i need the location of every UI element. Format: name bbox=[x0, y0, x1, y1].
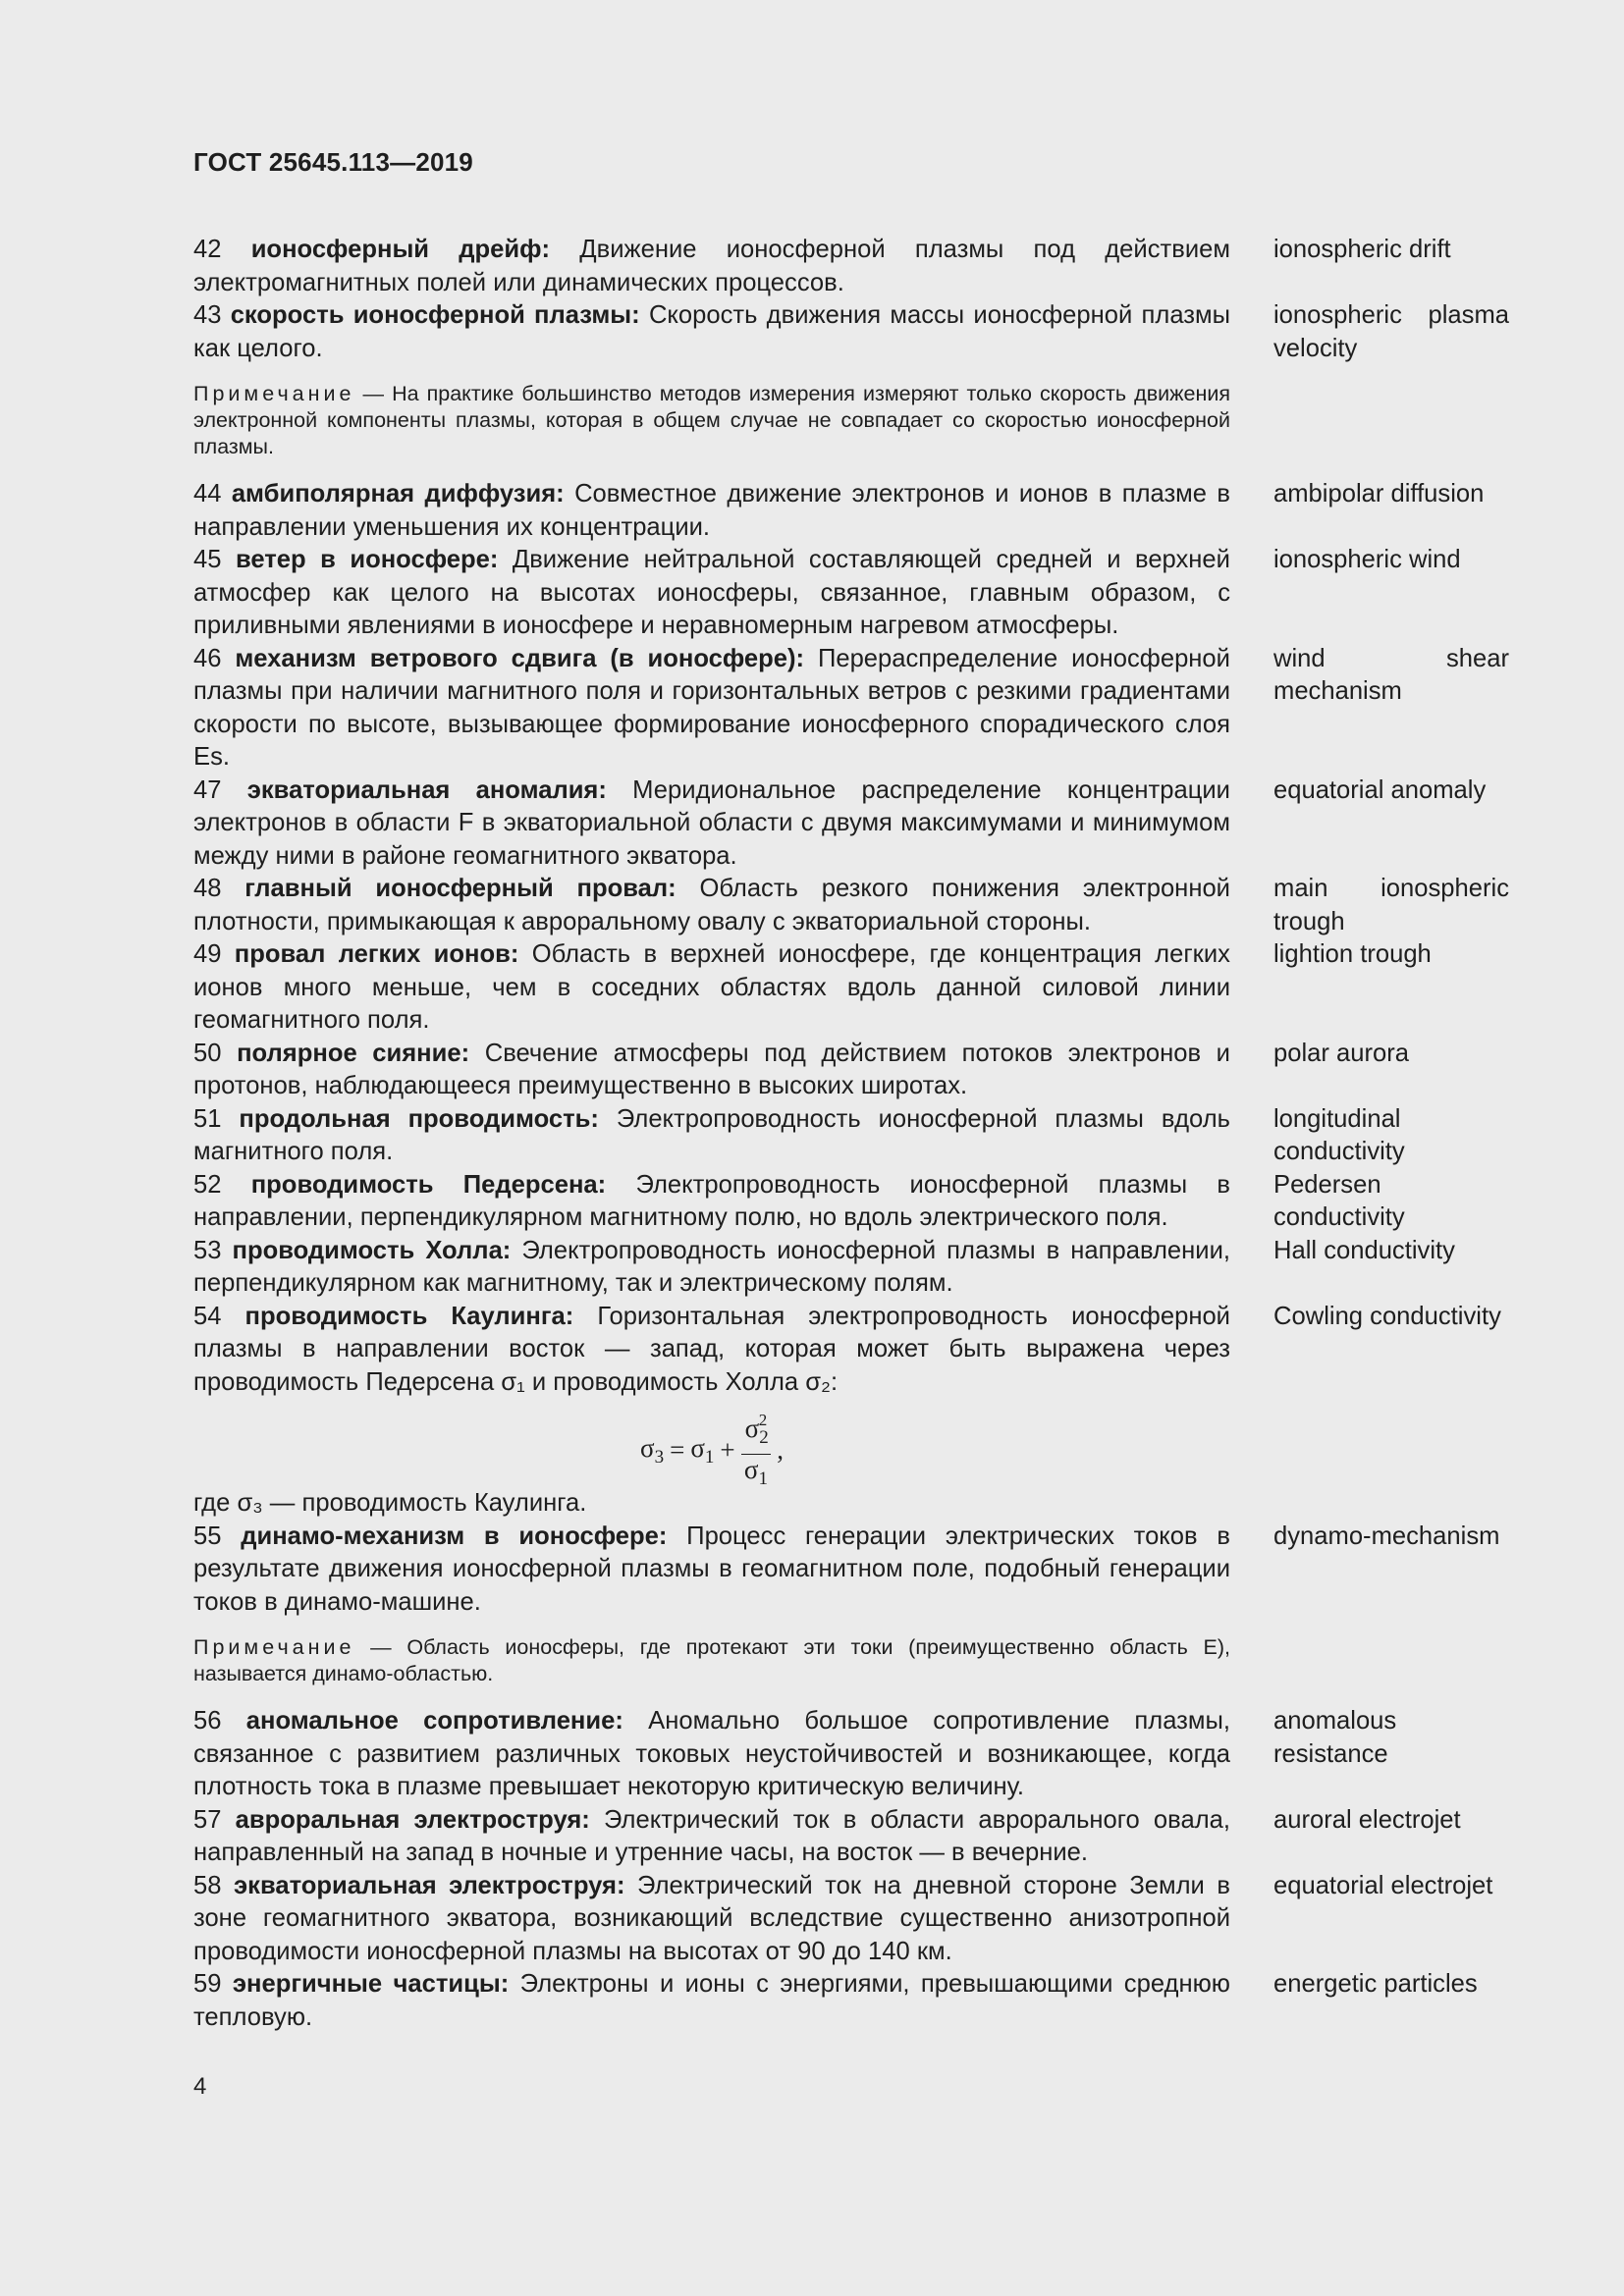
term-text: Процесс генерации электрических токов в результате движения ионосферной плазмы в геомагнитном поле, подобный генерации токов в динамо-машине. bbox=[193, 1522, 1230, 1616]
term-english: Hall conductivity bbox=[1273, 1236, 1455, 1264]
term-english: Pedersen conductivity bbox=[1273, 1170, 1405, 1231]
document-header: ГОСТ 25645.113—2019 bbox=[193, 147, 473, 177]
note bbox=[193, 1634, 1230, 1687]
entry-group bbox=[193, 1705, 1509, 2034]
term-text: Перераспределение ионосферной плазмы при наличии магнитного поля и горизонтальных ветров с резкими градиентами скорости по высоте, вызывающее формирование ионосферного спорадического слоя Es. bbox=[193, 644, 1230, 771]
term-name: динамо-механизм в ионосфере: bbox=[241, 1522, 668, 1550]
term-entry bbox=[193, 1038, 1509, 1103]
term-definition bbox=[193, 1705, 1230, 1804]
term-text: Свечение атмосферы под действием потоков электронов и протонов, наблюдающееся преимущественно в высоких широтах. bbox=[193, 1039, 1230, 1099]
fraction-numerator: $\sigma_2^2$ bbox=[741, 1407, 772, 1455]
term-english: polar aurora bbox=[1273, 1039, 1410, 1067]
term-entry bbox=[193, 1705, 1509, 1804]
term-definition bbox=[193, 1038, 1230, 1103]
fraction-denominator: $\sigma_1$ bbox=[743, 1455, 768, 1489]
formula-expression bbox=[640, 1407, 784, 1494]
term-number: 46 bbox=[193, 644, 222, 672]
term-name: ветер в ионосфере: bbox=[235, 546, 499, 573]
term-number: 52 bbox=[193, 1170, 222, 1199]
term-definition bbox=[193, 1521, 1230, 1620]
term-number: 47 bbox=[193, 775, 222, 804]
term-entry bbox=[193, 544, 1509, 643]
term-number: 45 bbox=[193, 546, 222, 573]
formula-term: $\sigma_1$ bbox=[690, 1432, 715, 1468]
term-english: energetic particles bbox=[1273, 1970, 1478, 1998]
term-name: главный ионосферный провал: bbox=[244, 875, 677, 902]
term-definition bbox=[193, 544, 1230, 643]
note-label: Примечание bbox=[193, 1635, 355, 1659]
term-definition bbox=[193, 1968, 1230, 2034]
term-entry bbox=[193, 299, 1509, 365]
term-number: 48 bbox=[193, 875, 222, 902]
term-english: main ionospheric trough bbox=[1273, 875, 1509, 935]
term-name: аномальное сопротивление: bbox=[245, 1707, 623, 1735]
term-entry bbox=[193, 873, 1509, 938]
term-text: Меридиональное распределение концентрации электронов в области F в экваториальной области с двумя максимумами и минимумом между ними в районе геомагнитного экватора. bbox=[193, 775, 1230, 870]
term-definition bbox=[193, 1301, 1230, 1400]
term-definition bbox=[193, 1804, 1230, 1870]
formula-tail: , bbox=[777, 1435, 784, 1465]
term-entry bbox=[193, 938, 1509, 1038]
note bbox=[193, 381, 1230, 460]
terms-list bbox=[193, 234, 1509, 2034]
term-text: Электропроводность ионосферной плазмы в направлении, перпендикулярном магнитному полю, но вдоль электрического поля. bbox=[193, 1170, 1230, 1231]
term-name: амбиполярная диффузия: bbox=[231, 480, 565, 507]
term-text: Горизонтальная электропроводность ионосферной плазмы в направлении восток — запад, которая может быть выражена через проводимость Педерсена σ₁ и проводимость Холла σ₂: bbox=[193, 1302, 1230, 1396]
entry-group bbox=[193, 234, 1509, 365]
term-text: Электрический ток в области аврорального овала, направленный на запад в ночные и утренние часы, на восток — в вечерние. bbox=[193, 1805, 1230, 1866]
term-name: ионосферный дрейф: bbox=[250, 236, 551, 263]
term-entry bbox=[193, 1235, 1509, 1301]
term-definition bbox=[193, 938, 1230, 1038]
term-number: 51 bbox=[193, 1104, 222, 1133]
page-number: 4 bbox=[193, 2073, 207, 2100]
term-name: проводимость Педерсена: bbox=[250, 1170, 607, 1199]
term-name: проводимость Каулинга: bbox=[244, 1302, 574, 1330]
term-definition bbox=[193, 299, 1230, 365]
term-name: скорость ионосферной плазмы: bbox=[230, 301, 640, 329]
term-entry bbox=[193, 1968, 1509, 2034]
term-number: 54 bbox=[193, 1302, 222, 1330]
term-number: 42 bbox=[193, 236, 222, 263]
term-english: Cowling conductivity bbox=[1273, 1302, 1501, 1330]
term-number: 44 bbox=[193, 480, 222, 507]
formula bbox=[193, 1399, 1230, 1487]
term-name: проводимость Холла: bbox=[232, 1236, 512, 1264]
term-number: 50 bbox=[193, 1039, 222, 1067]
term-text: Совместное движение электронов и ионов в плазме в направлении уменьшения их концентрации. bbox=[193, 480, 1230, 541]
term-text: Электропроводность ионосферной плазмы вдоль магнитного поля. bbox=[193, 1104, 1230, 1165]
term-entry bbox=[193, 774, 1509, 874]
term-text: Область резкого понижения электронной плотности, примыкающая к авроральному овалу с экваториальной стороны. bbox=[193, 875, 1230, 935]
term-number: 43 bbox=[193, 301, 222, 329]
term-text: Электрический ток на дневной стороне Земли в зоне геомагнитного экватора, возникающий вследствие существенно анизотропной проводимости ионосферной плазмы на высотах от 90 до 140 км. bbox=[193, 1871, 1230, 1965]
term-number: 55 bbox=[193, 1522, 222, 1550]
term-entry bbox=[193, 1169, 1509, 1235]
term-number: 57 bbox=[193, 1805, 222, 1834]
term-text: Область в верхней ионосфере, где концентрация легких ионов много меньше, чем в соседних областях вдоль данной силовой линии геомагнитного поля. bbox=[193, 940, 1230, 1034]
term-name: энергичные частицы: bbox=[232, 1970, 510, 1998]
term-definition bbox=[193, 873, 1230, 938]
formula-eq: = bbox=[670, 1435, 685, 1465]
term-english: longitudinal conductivity bbox=[1273, 1104, 1405, 1165]
term-name: провал легких ионов: bbox=[234, 940, 519, 968]
term-english: dynamo-mechanism bbox=[1273, 1522, 1500, 1550]
term-english: wind shear mechanism bbox=[1273, 644, 1509, 705]
term-text: Аномально большое сопротивление плазмы, связанное с развитием различных токовых неустойчивостей и возникающее, когда плотность тока в плазме превышает некоторую критическую величину. bbox=[193, 1707, 1230, 1800]
term-english: equatorial anomaly bbox=[1273, 775, 1487, 804]
term-text: Электропроводность ионосферной плазмы в направлении, перпендикулярном как магнитному, так и электрическому полям. bbox=[193, 1236, 1230, 1297]
term-english: anomalous resistance bbox=[1273, 1707, 1397, 1768]
term-text: Скорость движения массы ионосферной плазмы как целого. bbox=[193, 301, 1230, 362]
formula-lhs: $\sigma_3$ bbox=[640, 1432, 665, 1468]
formula-where: где σ₃ — проводимость Каулинга. bbox=[193, 1489, 587, 1517]
term-english: lightion trough bbox=[1273, 940, 1432, 968]
term-entry bbox=[193, 234, 1509, 299]
term-entry bbox=[193, 643, 1509, 774]
term-text: Движение нейтральной составляющей средней и верхней атмосфер как целого на высотах ионосферы, связанное, главным образом, с приливными явлениями в ионосфере и неравномерным нагревом атмосферы. bbox=[193, 546, 1230, 639]
term-english: ionospheric plasma velocity bbox=[1273, 301, 1509, 362]
term-definition bbox=[193, 643, 1230, 774]
term-text: Движение ионосферной плазмы под действием электромагнитных полей или динамических процессов. bbox=[193, 236, 1230, 296]
term-name: экваториальная электроструя: bbox=[234, 1871, 625, 1899]
formula-plus: + bbox=[720, 1435, 735, 1465]
term-entry bbox=[193, 1301, 1509, 1400]
term-definition bbox=[193, 774, 1230, 874]
term-name: механизм ветрового сдвига (в ионосфере): bbox=[235, 644, 805, 672]
term-text: Электроны и ионы с энергиями, превышающими среднюю тепловую. bbox=[193, 1970, 1230, 2031]
term-definition bbox=[193, 478, 1230, 544]
term-definition bbox=[193, 1103, 1230, 1169]
entry-group bbox=[193, 1521, 1509, 1620]
term-english: auroral electrojet bbox=[1273, 1805, 1461, 1834]
term-entry bbox=[193, 1103, 1509, 1169]
term-english: ionospheric wind bbox=[1273, 546, 1461, 573]
term-number: 59 bbox=[193, 1970, 222, 1998]
entry-group bbox=[193, 478, 1509, 1399]
term-name: полярное сияние: bbox=[237, 1039, 470, 1067]
term-english: ionospheric drift bbox=[1273, 236, 1451, 263]
term-entry bbox=[193, 1804, 1509, 1870]
term-name: экваториальная аномалия: bbox=[246, 775, 607, 804]
term-name: продольная проводимость: bbox=[239, 1104, 599, 1133]
note-text: — На практике большинство методов измерения измеряют только скорость движения электронной компоненты плазмы, которая в общем случае не совпадает со скоростью ионосферной плазмы. bbox=[193, 382, 1230, 458]
term-definition bbox=[193, 1235, 1230, 1301]
term-entry bbox=[193, 1870, 1509, 1969]
term-number: 49 bbox=[193, 940, 222, 968]
term-name: авроральная электроструя: bbox=[235, 1805, 590, 1834]
term-number: 53 bbox=[193, 1236, 222, 1264]
formula-fraction bbox=[741, 1407, 772, 1494]
term-english: equatorial electrojet bbox=[1273, 1871, 1493, 1899]
term-entry bbox=[193, 1521, 1509, 1620]
term-number: 56 bbox=[193, 1707, 222, 1735]
term-entry bbox=[193, 478, 1509, 544]
term-definition bbox=[193, 234, 1230, 299]
note-label: Примечание bbox=[193, 382, 355, 405]
term-definition bbox=[193, 1870, 1230, 1969]
term-number: 58 bbox=[193, 1871, 222, 1899]
term-english: ambipolar diffusion bbox=[1273, 480, 1485, 507]
note-text: — Область ионосферы, где протекают эти токи (преимущественно область Е), называется динамо-областью. bbox=[193, 1635, 1230, 1685]
term-definition bbox=[193, 1169, 1230, 1235]
